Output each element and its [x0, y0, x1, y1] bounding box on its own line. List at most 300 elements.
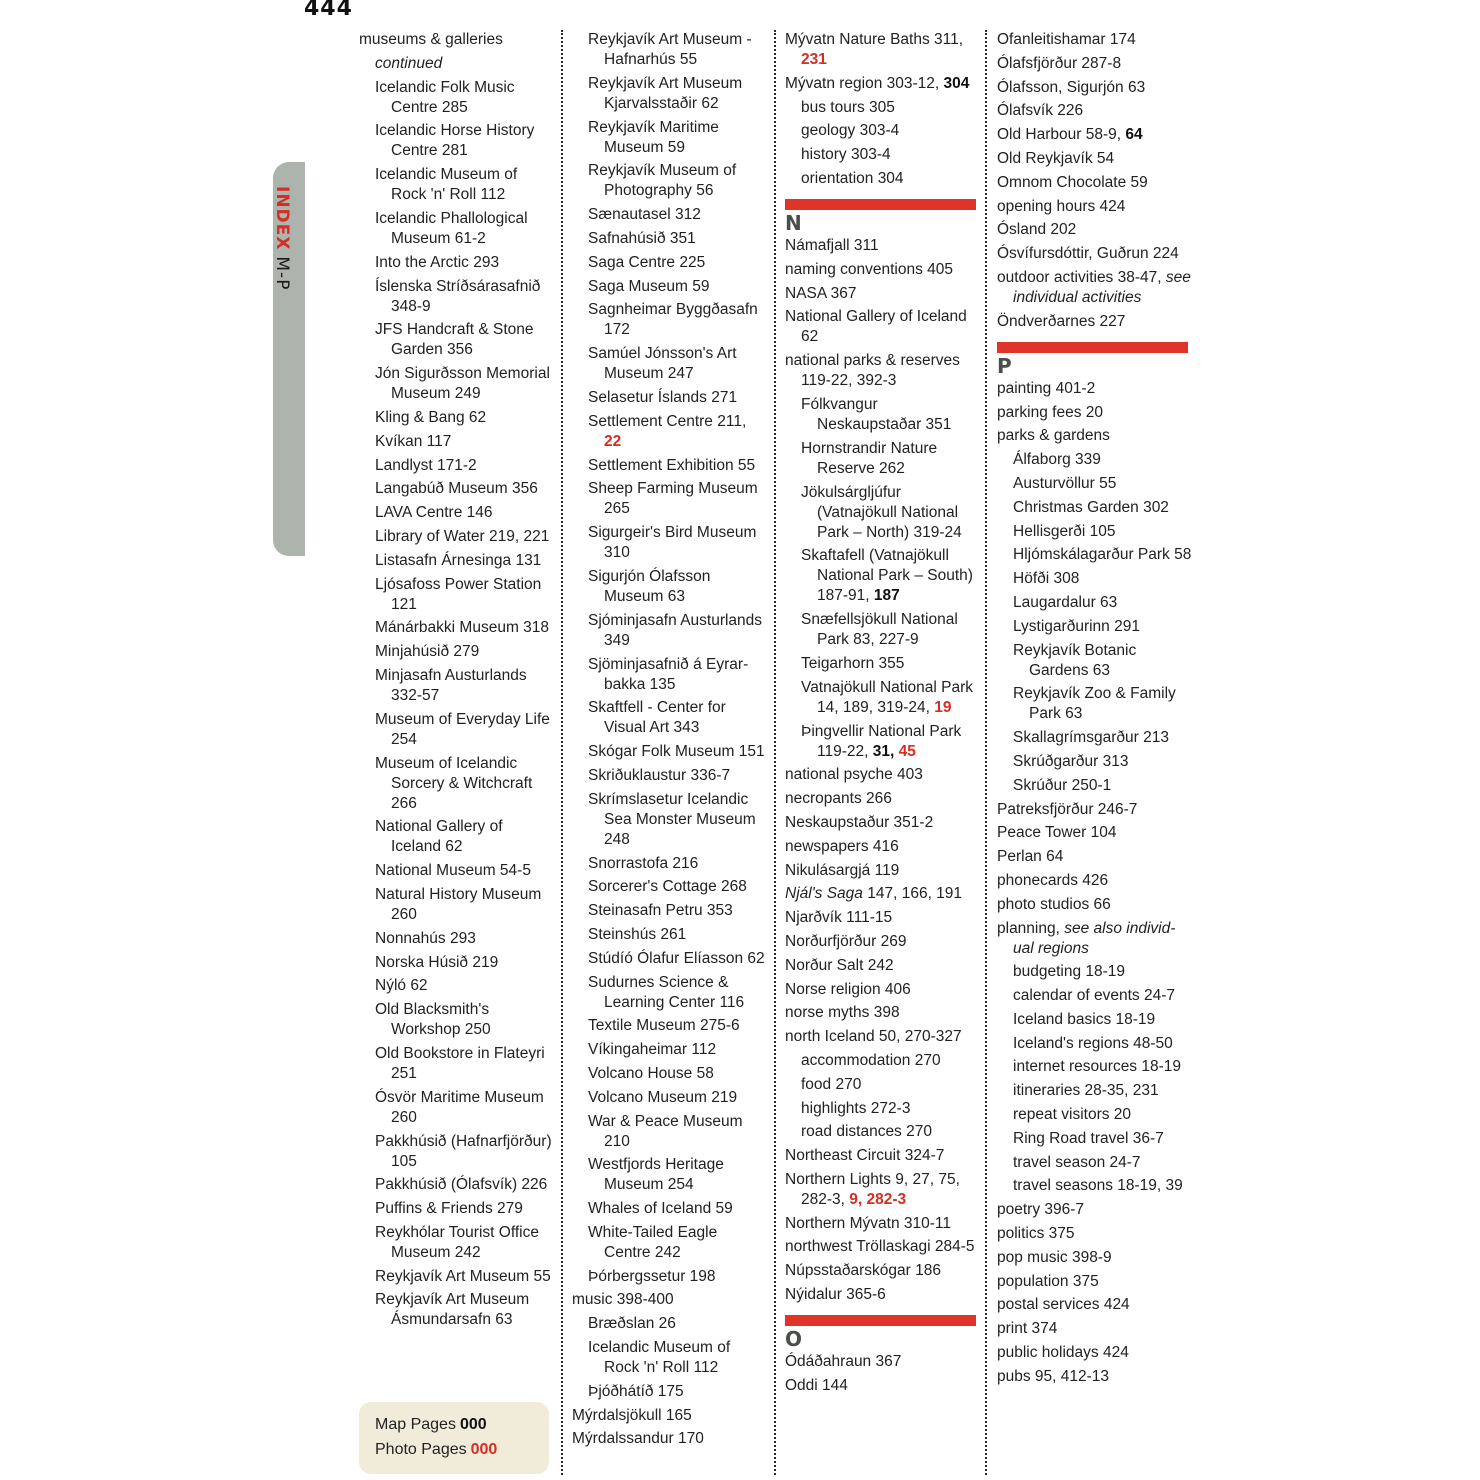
index-entry — [359, 30, 555, 50]
section-letter: N — [785, 210, 802, 235]
index-entry — [997, 197, 1192, 217]
entry-text: Museum of Everyday Life 254 — [375, 710, 550, 748]
index-subentry — [359, 527, 555, 547]
entry-text: Pakkhúsið (Ólafsvík) 226 — [375, 1176, 548, 1194]
entry-text: north Iceland 50, 270-327 — [785, 1028, 962, 1046]
index-tab-range: M-P — [272, 256, 292, 291]
index-subentry — [572, 766, 767, 786]
index-entry — [997, 823, 1192, 843]
entry-text: Patreksfjörður 246-7 — [997, 800, 1138, 818]
entry-text: Sagnheimar Byggðasafn 172 — [588, 301, 758, 339]
index-entry — [785, 1003, 980, 1023]
index-subentry — [785, 1099, 980, 1119]
index-entry — [997, 78, 1192, 98]
entry-text: Njarðvík 111-15 — [785, 909, 893, 927]
entry-text: budgeting 18-19 — [1013, 963, 1126, 981]
entry-text-part: 147, 166, 191 — [862, 885, 963, 903]
entry-text: Ólafsson, Sigurjón 63 — [997, 78, 1146, 96]
index-subentry — [359, 551, 555, 571]
index-subentry — [997, 1081, 1192, 1101]
index-entry — [785, 1261, 980, 1281]
entry-text: Lystigarðurinn 291 — [1013, 617, 1140, 635]
entry-text: Old Harbour 58-9, — [997, 126, 1126, 144]
index-entry — [997, 919, 1192, 959]
entry-text: Old Blacksmith's Workshop 250 — [375, 1001, 491, 1039]
index-entry — [997, 847, 1192, 867]
index-subentry — [997, 593, 1192, 613]
entry-text: Norður Salt 242 — [785, 956, 894, 974]
index-subentry — [785, 439, 980, 479]
entry-text: Skrúðgarður 313 — [1013, 752, 1129, 770]
entry-text: music 398-400 — [572, 1291, 674, 1309]
section-divider-bar — [997, 342, 1188, 353]
index-subentry — [572, 877, 767, 897]
entry-text: National Gallery of Iceland 62 — [375, 818, 503, 856]
index-subentry — [997, 498, 1192, 518]
index-subentry — [785, 654, 980, 674]
column-divider — [774, 30, 776, 1475]
entry-text: Puffins & Friends 279 — [375, 1200, 523, 1218]
entry-text: Jón Sigurðsson Memorial Museum 249 — [375, 365, 550, 403]
photo-pages-label: Photo Pages — [375, 1441, 467, 1458]
index-subentry — [359, 1000, 555, 1040]
index-entry — [572, 1406, 767, 1426]
index-subentry — [997, 986, 1192, 1006]
entry-text: Snæfellsjökull National Park 83, 227-9 — [801, 611, 958, 649]
index-entry — [997, 54, 1192, 74]
index-entry — [785, 1352, 980, 1372]
index-entry — [785, 861, 980, 881]
map-page-ref: 187 — [873, 587, 900, 605]
entry-text: Library of Water 219, 221 — [375, 527, 550, 545]
index-subentry — [997, 569, 1192, 589]
entry-text: Icelandic Horse History Centre 281 — [375, 122, 535, 160]
entry-text: Ósland 202 — [997, 221, 1077, 239]
entry-text: accommodation 270 — [801, 1051, 941, 1069]
entry-text: Ódáðahraun 367 — [785, 1353, 902, 1371]
entry-text: necropants 266 — [785, 790, 892, 808]
entry-text: War & Peace Museum 210 — [588, 1112, 743, 1150]
entry-text: Nýló 62 — [375, 977, 428, 995]
entry-text: Sorcerer's Cottage 268 — [588, 878, 747, 896]
entry-text: Skriðuklaustur 336-7 — [588, 766, 731, 784]
index-subentry — [572, 901, 767, 921]
entry-text: JFS Handcraft & Stone Garden 356 — [375, 321, 534, 359]
entry-text: Sheep Farming Museum 265 — [588, 480, 758, 518]
entry-text: Reykjavík Art Museum - Hafnarhús 55 — [588, 31, 752, 68]
entry-text: painting 401-2 — [997, 379, 1096, 397]
index-subentry — [785, 145, 980, 165]
index-subentry — [572, 567, 767, 607]
entry-text: Settlement Exhibition 55 — [588, 456, 756, 474]
column-divider — [985, 30, 987, 1475]
index-column-4 — [997, 30, 1192, 1391]
index-subentry — [359, 277, 555, 317]
index-subentry — [785, 98, 980, 118]
entry-text: Laugardalur 63 — [1013, 593, 1118, 611]
entry-text: travel season 24-7 — [1013, 1153, 1141, 1171]
photo-pages-legend — [375, 1441, 497, 1459]
entry-text: Norse religion 406 — [785, 980, 911, 998]
index-subentry — [359, 1223, 555, 1263]
entry-text: Hornstrandir Nature Reserve 262 — [801, 439, 938, 477]
entry-text: Settlement Centre 211, — [588, 412, 747, 430]
index-subentry — [997, 1105, 1192, 1125]
index-subentry — [572, 655, 767, 695]
photo-page-ref: 9, 282-3 — [849, 1190, 907, 1208]
map-pages-legend — [375, 1416, 487, 1434]
index-entry — [785, 813, 980, 833]
entry-text: pubs 95, 412-13 — [997, 1367, 1110, 1385]
index-entry — [997, 30, 1192, 50]
photo-page-ref: 45 — [898, 742, 916, 760]
index-subentry — [785, 121, 980, 141]
entry-text: Skrímslasetur Icelandic Sea Monster Museum 248 — [588, 790, 756, 848]
index-entry — [997, 1295, 1192, 1315]
entry-text: Northern Mývatn 310-11 — [785, 1214, 951, 1232]
entry-text: Steinshús 261 — [588, 925, 687, 943]
entry-text: repeat visitors 20 — [1013, 1106, 1132, 1124]
entry-text: Langabúð Museum 356 — [375, 480, 538, 498]
index-subentry — [572, 118, 767, 158]
entry-text: Njál's Saga — [785, 885, 863, 903]
index-entry — [997, 1224, 1192, 1244]
index-subentry — [359, 54, 555, 74]
entry-text: Skaftafell (Vatnajökull National Park – South) 187-91, — [801, 547, 973, 605]
index-subentry — [997, 1129, 1192, 1149]
index-subentry — [359, 575, 555, 615]
index-subentry — [359, 929, 555, 949]
entry-text: Stúdíó Ólafur Elíasson 62 — [588, 949, 765, 967]
page-number: 444 — [304, 0, 353, 21]
index-subentry — [785, 546, 980, 606]
index-entry — [785, 284, 980, 304]
entry-text: Nonnahús 293 — [375, 929, 476, 947]
index-subentry — [359, 165, 555, 205]
entry-text: Old Reykjavík 54 — [997, 149, 1115, 167]
index-subentry — [359, 642, 555, 662]
index-subentry — [359, 1290, 555, 1330]
index-subentry — [997, 1057, 1192, 1077]
index-entry — [997, 379, 1192, 399]
index-entry — [785, 1170, 980, 1210]
index-subentry — [997, 1010, 1192, 1030]
index-subentry — [359, 953, 555, 973]
index-subentry — [572, 1016, 767, 1036]
section-divider-bar — [785, 1315, 976, 1326]
entry-text: Sjöminjasafnið á Eyrar-bakka 135 — [588, 655, 749, 693]
index-subentry — [572, 1199, 767, 1219]
index-entry — [785, 980, 980, 1000]
entry-text: Iceland's regions 48-50 — [1013, 1034, 1173, 1052]
index-subentry — [572, 479, 767, 519]
entry-text: Skógar Folk Museum 151 — [588, 743, 765, 761]
index-subentry — [997, 728, 1192, 748]
entry-text: Skaftfell - Center for Visual Art 343 — [588, 699, 726, 737]
map-pages-code: 000 — [459, 1416, 487, 1433]
entry-text: Hljómskálagarður Park 58 — [1013, 546, 1192, 564]
entry-text: Selasetur Íslands 271 — [588, 388, 738, 406]
entry-text: poetry 396-7 — [997, 1201, 1085, 1219]
entry-text: Natural History Museum 260 — [375, 885, 542, 923]
index-subentry — [785, 678, 980, 718]
entry-text-part: see individual activities — [1013, 268, 1191, 306]
index-entry — [997, 1248, 1192, 1268]
index-subentry — [997, 962, 1192, 982]
entry-text: opening hours 424 — [997, 197, 1126, 215]
index-subentry — [359, 666, 555, 706]
entry-text: travel seasons 18-19, 39 — [1013, 1177, 1183, 1195]
entry-text: Bræðslan 26 — [588, 1315, 676, 1333]
entry-text: road distances 270 — [801, 1123, 932, 1141]
index-subentry — [572, 412, 767, 452]
index-subentry — [572, 456, 767, 476]
index-subentry — [572, 698, 767, 738]
index-entry — [785, 1376, 980, 1396]
entry-text: public holidays 424 — [997, 1344, 1129, 1362]
index-column-2 — [572, 30, 767, 1453]
entry-text: Oddi 144 — [785, 1376, 848, 1394]
entry-text: Fólkvangur Neskaupstaðar 351 — [801, 395, 952, 433]
entry-text: Perlan 64 — [997, 848, 1064, 866]
map-page-ref: 304 — [943, 74, 970, 92]
index-entry — [997, 1343, 1192, 1363]
index-subentry — [359, 432, 555, 452]
entry-text: norse myths 398 — [785, 1004, 900, 1022]
page-legend — [359, 1402, 549, 1474]
entry-text: Reykhólar Tourist Office Museum 242 — [375, 1223, 539, 1261]
map-page-ref: 64 — [1125, 126, 1143, 144]
entry-text: Samúel Jónsson's Art Museum 247 — [588, 345, 737, 383]
index-subentry — [572, 925, 767, 945]
index-subentry — [572, 523, 767, 563]
entry-text: Skrúður 250-1 — [1013, 776, 1112, 794]
entry-text: Textile Museum 275-6 — [588, 1017, 740, 1035]
index-subentry — [572, 790, 767, 850]
entry-text: Volcano Museum 219 — [588, 1088, 738, 1106]
index-subentry — [572, 611, 767, 651]
entry-text: Icelandic Museum of Rock 'n' Roll 112 — [588, 1339, 731, 1377]
entry-text: Sjóminjasafn Austurlands 349 — [588, 611, 763, 649]
entry-text: orientation 304 — [801, 169, 904, 187]
entry-text: Kvíkan 117 — [375, 432, 452, 450]
entry-text: Þingvellir National Park 119-22, — [801, 722, 962, 760]
index-subentry — [572, 74, 767, 114]
index-subentry — [359, 408, 555, 428]
entry-text: Norska Húsið 219 — [375, 953, 499, 971]
entry-text: Höfði 308 — [1013, 570, 1080, 588]
entry-text: Omnom Chocolate 59 — [997, 173, 1148, 191]
entry-text: Ósvör Maritime Museum 260 — [375, 1088, 544, 1126]
entry-text: Mývatn Nature Baths 311, — [785, 31, 964, 48]
index-subentry — [359, 479, 555, 499]
index-subentry — [997, 752, 1192, 772]
index-entry — [572, 1290, 767, 1310]
index-subentry — [997, 522, 1192, 542]
entry-text: Kling & Bang 62 — [375, 408, 487, 426]
entry-text: Álfaborg 339 — [1013, 451, 1101, 469]
index-entry — [785, 307, 980, 347]
index-column-3 — [785, 30, 980, 1400]
index-entry — [997, 1272, 1192, 1292]
index-subentry — [997, 684, 1192, 724]
entry-text: Landlyst 171-2 — [375, 456, 477, 474]
entry-text: Þjóðhátíð 175 — [588, 1382, 684, 1400]
index-subentry — [572, 253, 767, 273]
index-subentry — [785, 722, 980, 762]
entry-text: Into the Arctic 293 — [375, 253, 500, 271]
entry-text: Mýrdalssandur 170 — [572, 1430, 704, 1448]
entry-text: internet resources 18-19 — [1013, 1058, 1182, 1076]
index-subentry — [359, 1132, 555, 1172]
index-entry — [997, 173, 1192, 193]
entry-text: Snorrastofa 216 — [588, 854, 699, 872]
entry-text: Icelandic Folk Music Centre 285 — [375, 78, 515, 116]
photo-page-ref: 22 — [604, 432, 622, 450]
entry-text: National Museum 54-5 — [375, 862, 531, 880]
entry-text: Mývatn region 303-12, — [785, 74, 944, 92]
index-subentry — [997, 474, 1192, 494]
index-subentry — [572, 30, 767, 70]
index-subentry — [572, 854, 767, 874]
index-subentry — [785, 1075, 980, 1095]
entry-text: highlights 272-3 — [801, 1099, 911, 1117]
index-subentry — [572, 1223, 767, 1263]
entry-text: continued — [375, 54, 443, 72]
entry-text: history 303-4 — [801, 146, 891, 164]
index-subentry — [572, 973, 767, 1013]
index-entry — [997, 125, 1192, 145]
index-subentry — [359, 710, 555, 750]
entry-text: museums & galleries — [359, 31, 503, 48]
entry-text: Pakkhúsið (Hafnarfjörður) 105 — [375, 1132, 552, 1170]
index-subentry — [359, 1199, 555, 1219]
index-subentry — [572, 229, 767, 249]
entry-text: population 375 — [997, 1272, 1099, 1290]
index-subentry — [572, 1382, 767, 1402]
index-subentry — [359, 209, 555, 249]
index-subentry — [359, 78, 555, 118]
index-entry — [785, 30, 980, 70]
entry-text: Saga Museum 59 — [588, 277, 710, 295]
index-subentry — [997, 641, 1192, 681]
index-subentry — [359, 976, 555, 996]
index-subentry — [997, 450, 1192, 470]
index-entry — [785, 908, 980, 928]
photo-pages-code: 000 — [470, 1441, 498, 1458]
index-subentry — [359, 754, 555, 814]
entry-text: newspapers 416 — [785, 837, 899, 855]
index-entry — [785, 789, 980, 809]
entry-text: Minjasafn Austurlands 332-57 — [375, 666, 527, 704]
entry-text: Volcano House 58 — [588, 1064, 714, 1082]
index-subentry — [359, 456, 555, 476]
entry-text: Ólafsfjörður 287-8 — [997, 54, 1122, 72]
index-entry — [997, 895, 1192, 915]
index-subentry — [572, 1267, 767, 1287]
entry-text: Icelandic Phallological Museum 61-2 — [375, 209, 528, 247]
index-subentry — [572, 344, 767, 384]
index-entry — [785, 260, 980, 280]
index-subentry — [359, 1175, 555, 1195]
entry-text: Sænautasel 312 — [588, 206, 701, 224]
index-subentry — [785, 483, 980, 543]
index-subentry — [359, 364, 555, 404]
entry-text: Iceland basics 18-19 — [1013, 1010, 1156, 1028]
entry-text: Westfjords Heritage Museum 254 — [588, 1156, 724, 1194]
entry-text: Sudurnes Science & Learning Center 116 — [588, 973, 745, 1011]
index-subentry — [997, 545, 1192, 565]
index-entry — [785, 956, 980, 976]
index-subentry — [572, 161, 767, 201]
entry-text: national parks & reserves 119-22, 392-3 — [785, 352, 960, 390]
entry-text: Northeast Circuit 324-7 — [785, 1147, 945, 1165]
index-entry — [785, 351, 980, 391]
photo-page-ref: 19 — [934, 698, 952, 716]
index-subentry — [359, 253, 555, 273]
index-subentry — [359, 1044, 555, 1084]
index-entry — [785, 1285, 980, 1305]
entry-text: naming conventions 405 — [785, 260, 954, 278]
index-subentry — [997, 776, 1192, 796]
entry-text: national psyche 403 — [785, 766, 923, 784]
entry-text: Whales of Iceland 59 — [588, 1200, 733, 1218]
entry-text: Northern Lights 9, 27, 75, 282-3, — [785, 1170, 960, 1208]
index-subentry — [359, 1088, 555, 1128]
entry-text: LAVA Centre 146 — [375, 504, 493, 522]
index-entry — [997, 101, 1192, 121]
entry-text: Norðurfjörður 269 — [785, 932, 907, 950]
entry-text: Old Bookstore in Flateyri 251 — [375, 1044, 545, 1082]
index-entry — [997, 1200, 1192, 1220]
index-entry — [785, 74, 980, 94]
index-subentry — [572, 949, 767, 969]
column-divider — [561, 30, 563, 1475]
index-subentry — [359, 885, 555, 925]
entry-text: photo studios 66 — [997, 895, 1111, 913]
index-subentry — [997, 1176, 1192, 1196]
entry-text: Teigarhorn 355 — [801, 654, 905, 672]
index-entry — [997, 800, 1192, 820]
index-entry — [785, 837, 980, 857]
entry-text: itineraries 28-35, 231 — [1013, 1082, 1159, 1100]
entry-text: Reykjavík Art Museum 55 — [375, 1267, 551, 1285]
index-subentry — [572, 1112, 767, 1152]
entry-text: White-Tailed Eagle Centre 242 — [588, 1223, 718, 1261]
index-subentry — [572, 1338, 767, 1378]
index-subentry — [572, 1314, 767, 1334]
entry-text: Icelandic Museum of Rock 'n' Roll 112 — [375, 166, 518, 204]
entry-text: Mýrdalsjökull 165 — [572, 1406, 692, 1424]
index-subentry — [359, 861, 555, 881]
entry-text: Núpsstaðarskógar 186 — [785, 1262, 941, 1280]
entry-text: Peace Tower 104 — [997, 824, 1117, 842]
entry-text: Ósvífursdóttir, Guðrun 224 — [997, 245, 1179, 263]
index-subentry — [785, 395, 980, 435]
index-entry — [997, 426, 1192, 446]
index-entry — [997, 403, 1192, 423]
entry-text: Reykjavík Museum of Photography 56 — [588, 162, 737, 200]
entry-text: Skallagrímsgarður 213 — [1013, 729, 1169, 747]
entry-text: food 270 — [801, 1075, 862, 1093]
index-subentry — [572, 205, 767, 225]
index-entry — [785, 236, 980, 256]
index-subentry — [359, 1267, 555, 1287]
entry-text: Ofanleitishamar 174 — [997, 31, 1136, 48]
index-entry — [785, 1146, 980, 1166]
section-divider-bar — [785, 199, 976, 210]
index-subentry — [359, 618, 555, 638]
